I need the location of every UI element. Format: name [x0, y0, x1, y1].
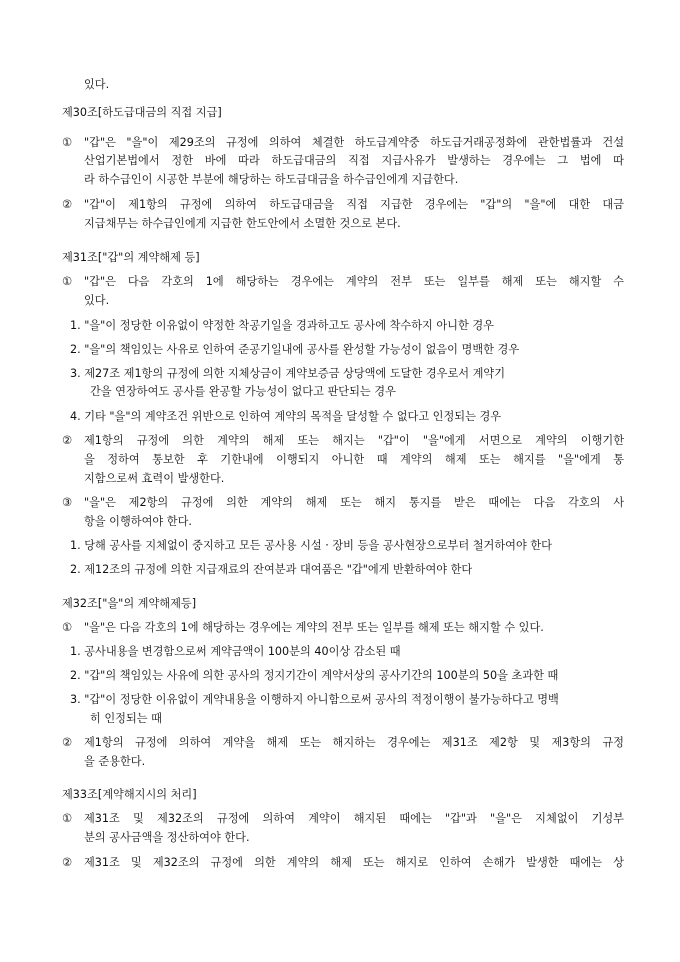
list-item: 1. 공사내용을 변경함으로써 계약금액이 100분의 40이상 감소된 때 — [70, 645, 401, 658]
list-item: 2. "갑"의 책임있는 사유에 의한 공사의 정지기간이 계약서상의 공사기간의 100분의 50을 초과한 때 — [70, 669, 559, 682]
article-33-heading: 제33조[계약해지시의 처리] — [62, 788, 197, 801]
clause-text: 을 정하여 통보한 후 기한내에 이행되지 아니한 때 계약의 해제 또는 해지를 "을"에게 통 — [84, 453, 624, 466]
clause-text: 제1항의 규정에 의한 계약의 해제 또는 해지는 "갑"이 "을"에게 서면으로 계약의 이행기한 — [84, 434, 624, 447]
clause-text: 제31조 및 제32조의 규정에 의하여 계약이 해지된 때에는 "갑"과 "을"은 지체없이 기성부 — [84, 812, 624, 825]
clause-marker: ③ — [62, 496, 73, 509]
clause-marker: ① — [62, 621, 73, 634]
clause-marker: ② — [62, 856, 73, 869]
continued-text: 있다. — [84, 78, 110, 91]
clause-marker: ① — [62, 136, 73, 149]
list-item-continued: 히 인정되는 때 — [90, 712, 162, 725]
clause-text: 을 준용한다. — [84, 755, 146, 768]
list-item: 2. "을"의 책임있는 사유로 인하여 준공기일내에 공사를 완성할 가능성이 없음이 명백한 경우 — [70, 343, 520, 356]
list-item: 2. 제12조의 규정에 의한 지급재료의 잔여분과 대여품은 "갑"에게 반환하여야 한다 — [70, 563, 473, 576]
clause-marker: ① — [62, 812, 73, 825]
clause-text: 라 하수급인이 시공한 부분에 해당하는 하도급대금을 하수급인에게 지급한다. — [84, 173, 459, 186]
list-item: 3. 제27조 제1항의 규정에 의한 지체상금이 계약보증금 상당액에 도달한 경우로서 계약기 — [70, 367, 506, 380]
article-31-heading: 제31조["갑"의 계약해제 등] — [62, 251, 200, 264]
clause-marker: ② — [62, 434, 73, 447]
clause-marker: ② — [62, 736, 73, 749]
clause-marker: ② — [62, 198, 73, 211]
clause-text: "을"은 다음 각호의 1에 해당하는 경우에는 계약의 전부 또는 일부를 해제 또는 해지할 수 있다. — [84, 621, 544, 634]
clause-text: 항을 이행하여야 한다. — [84, 515, 192, 528]
clause-text: 제1항의 규정에 의하여 계약을 해제 또는 해지하는 경우에는 제31조 제2항 및 제3항의 규정 — [84, 736, 624, 749]
clause-text: 지급채무는 하수급인에게 지급한 한도안에서 소멸한 것으로 본다. — [84, 217, 401, 230]
list-item: 1. "을"이 정당한 이유없이 약정한 착공기일을 경과하고도 공사에 착수하지 아니한 경우 — [70, 319, 494, 332]
article-32-heading: 제32조["을"의 계약해제등] — [62, 597, 197, 610]
article-30-heading: 제30조[하도급대금의 직접 지급] — [62, 106, 222, 119]
clause-text: 제31조 및 제32조의 규정에 의한 계약의 해제 또는 해지로 인하여 손해가 발생한 때에는 상 — [84, 856, 624, 869]
clause-text: 분의 공사금액을 정산하여야 한다. — [84, 831, 250, 844]
clause-text: "을"은 제2항의 규정에 의한 계약의 해제 또는 해지 통지를 받은 때에는 다음 각호의 사 — [84, 496, 624, 509]
clause-text: "갑"은 "을"이 제29조의 규정에 의하여 체결한 하도급계약중 하도급거래공정화에 관한법률과 건설 — [84, 136, 624, 149]
list-item: 1. 당해 공사를 지체없이 중지하고 모든 공사용 시설 · 장비 등을 공사현장으로부터 철거하여야 한다 — [70, 539, 552, 552]
clause-text: "갑"이 제1항의 규정에 의하여 하도급대금을 직접 지급한 경우에는 "갑"의 "을"에 대한 대금 — [84, 198, 624, 211]
clause-text: 있다. — [84, 294, 110, 307]
clause-text: 지함으로써 효력이 발생한다. — [84, 472, 225, 485]
clause-text: "갑"은 다음 각호의 1에 해당하는 경우에는 계약의 전부 또는 일부를 해제 또는 해지할 수 — [84, 275, 624, 288]
clause-marker: ① — [62, 275, 73, 288]
clause-text: 산업기본법에서 정한 바에 따라 하도급대금의 직접 지급사유가 발생하는 경우에는 그 법에 따 — [84, 154, 624, 167]
list-item-continued: 간을 연장하여도 공사를 완공할 가능성이 없다고 판단되는 경우 — [90, 385, 396, 398]
list-item: 3. "갑"이 정당한 이유없이 계약내용을 이행하지 아니함으로써 공사의 적정이행이 불가능하다고 명백 — [70, 693, 559, 706]
list-item: 4. 기타 "을"의 계약조건 위반으로 인하여 계약의 목적을 달성할 수 없다고 인정되는 경우 — [70, 410, 502, 423]
